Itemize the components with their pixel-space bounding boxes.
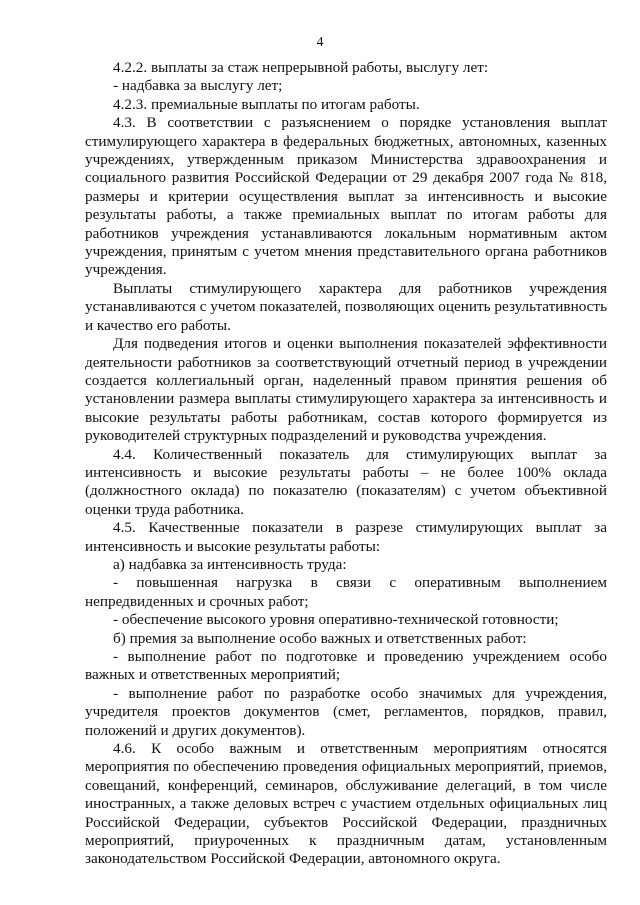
paragraph-readiness: - обеспечение высокого уровня оперативно-технической готовности; (113, 611, 559, 629)
paragraph-item-a: а) надбавка за интенсивность труда: (113, 555, 347, 573)
paragraph-incentive-payments: Выплаты стимулирующего характера для работников учреждения устанавливаются с учетом показателей, позволяющих оценить результативность и качество его работы. (85, 279, 607, 334)
paragraph-4-2-2: 4.2.2. выплаты за стаж непрерывной работы, выслугу лет: (113, 59, 489, 76)
paragraph-item-b: б) премия за выполнение особо важных и ответственных работ: (113, 629, 527, 647)
page-number: 4 (316, 35, 324, 50)
paragraph-4-6: 4.6. К особо важным и ответственным мероприятиям относятся мероприятия по обеспечению проведения официальных мероприятий, приемов, совещаний, конференций, семинаров, обслуживание делегаций, в том числе иностранных, а также деловых встреч с участием отдельных официальных лиц Российской Федерации, субъектов Российской Федерации, праздничных мероприятий, приуроченных к праздничным датам, установленным законодательством Российской Федерации, автономного округа. (85, 740, 607, 868)
paragraph-document-drafts: - выполнение работ по разработке особо значимых для учреждения, учредителя проектов документов (смет, регламентов, порядков, правил, положений и других документов). (85, 684, 607, 739)
paragraph-seniority-bonus: - надбавка за выслугу лет; (113, 77, 283, 95)
paragraph-4-5: 4.5. Качественные показатели в разрезе стимулирующих выплат за интенсивность и высокие результаты работы: (85, 519, 607, 555)
paragraph-collegial-body: Для подведения итогов и оценки выполнения показателей эффективности деятельности работников за соответствующий отчетный период в учреждении создается коллегиальный орган, наделенный правом принятия решения об установлении размера выплаты стимулирующего характера за интенсивность и высокие результаты работы работникам, состав которого формируется из руководителей структурных подразделений и руководства учреждения. (85, 335, 607, 445)
paragraph-important-events: - выполнение работ по подготовке и проведению учреждением особо важных и ответственных мероприятий; (85, 648, 607, 684)
document-body (85, 59, 607, 869)
paragraph-increased-load: - повышенная нагрузка в связи с оперативным выполнением непредвиденных и срочных работ; (85, 574, 607, 610)
paragraph-4-2-3: 4.2.3. премиальные выплаты по итогам работы. (113, 95, 420, 113)
paragraph-4-3: 4.3. В соответствии с разъяснением о порядке установления выплат стимулирующего характера в федеральных бюджетных, автономных, казенных учреждениях, утвержденным приказом Министерства здравоохранения и социального развития Российской Федерации от 29 декабря 2007 года № 818, размеры и критерии осуществления выплат за интенсивность и высокие результаты работы, а также премиальных выплат по итогам работы для работников учреждения устанавливаются локальным нормативным актом учреждения, принятым с учетом мнения представительного органа работников учреждения. (85, 114, 607, 279)
paragraph-4-4: 4.4. Количественный показатель для стимулирующих выплат за интенсивность и высокие результаты работы – не более 100% оклада (должностного оклада) по показателю (показателям) с учетом объективной оценки труда работника. (85, 445, 607, 518)
